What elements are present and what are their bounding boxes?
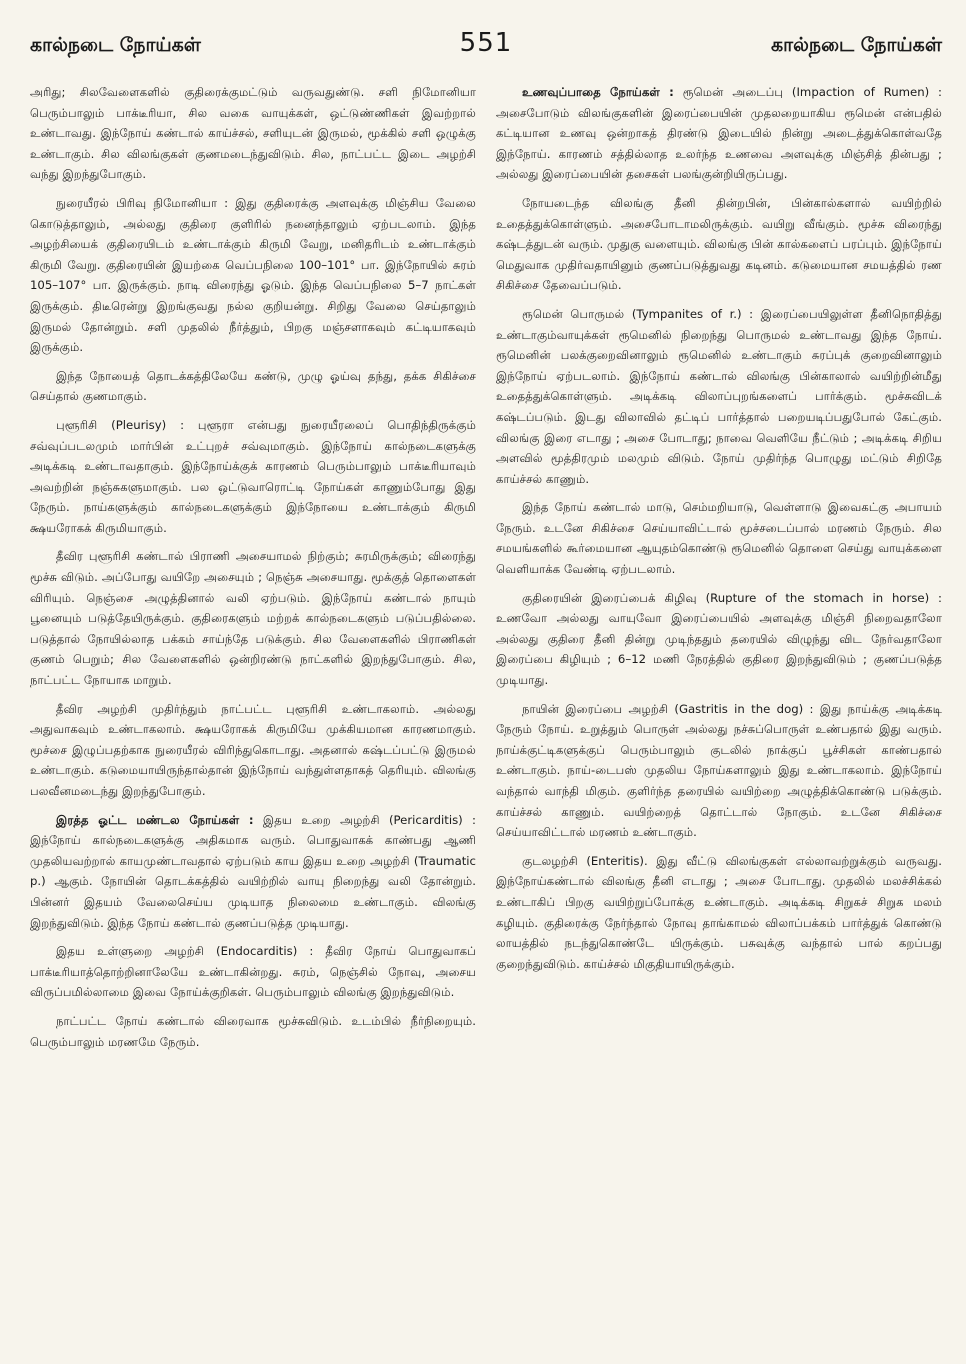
paragraph <box>496 588 942 691</box>
paragraph-text: தீவிர அழற்சி முதிர்ந்தும் நாட்பட்ட புளூரிசி உண்டாகலாம். அல்லது அதுவாகவும் உண்டாகலாம். க்ஷயரோகக் கிருமியே முக்கியமான காரணமாகும். மூச்சை இழுப்பதற்காக நுரையீரல் விரிந்துகொடாது. அதனால் கஷ்டப்பட்டு இருமல் உண்டாகும். கடுமையாயிருந்தால்தான் இந்நோய் வந்துள்ளதாகத் தெரியும். விலங்கு பலவீனமடைந்து இறந்துபோகும். <box>30 701 476 798</box>
section-heading: உணவுப்பாதை நோய்கள் : <box>522 85 674 99</box>
paragraph-text: நோயடைந்த விலங்கு தீனி தின்றபின், பின்கால்களால் வயிற்றில் உதைத்துக்கொள்ளும். அசைபோடாமலிருக்கும். வயிறு வீங்கும். மூச்சு விரைந்து கஷ்டத்துடன் வரும். முதுகு வளையும். விலங்கு பின் கால்களைப் பரப்பும். இந்நோய் மெதுவாக முதிர்வதாயினும் குணப்படுத்துவது கடினம். கடுமையான சமயத்தில் ரண சிகிச்சை தேவைப்படும். <box>496 195 942 293</box>
topic-lead: ரூமென் அடைப்பு (Impaction of Rumen) : <box>673 85 942 99</box>
paragraph <box>496 82 942 185</box>
paragraph-text: உணவோ அல்லது வாயுவோ இரைப்பையில் அளவுக்கு மிஞ்சி நிறைவதாலோ அல்லது குதிரை தீனி தின்று முடிந்ததும் தரையில் விழுந்து விட நேர்வதாலோ இரைப்பை கிழியும் ; 6–12 மணி நேரத்தில் குதிரை இறந்துவிடும் ; குணப்படுத்த முடியாது. <box>496 611 942 688</box>
paragraph <box>30 193 476 358</box>
paragraph-text: இது குதிரைக்கு அளவுக்கு மிஞ்சிய வேலை கொடுத்தாலும், அல்லது குதிரை குளிரில் நனைந்தாலும் ஏற்படலாம். இந்த அழற்சியைக் குதிரையிடம் உண்டாக்கும் கிருமி வேறு, மனிதரிடம் உண்டாக்கும் கிருமி வேறு. குதிரையின் இயற்கை வெப்பநிலை 100–101° பா. இந்நோயில் சுரம் 105–107° பா. இருக்கும். நாடி விரைந்து ஓடும். இந்த வெப்பநிலை 5–7 நாட்கள் இருக்கும். திடீரென்று இறங்குவது நல்ல குறியன்று. சிறிது வேலை செய்தாலும் இருமல் தோன்றும். சளி முதலில் நீர்த்தும், பிறகு மஞ்சளாகவும் கட்டியாகவும் இருக்கும். <box>30 195 476 355</box>
paragraph <box>496 851 942 975</box>
section-heading: இரத்த ஓட்ட மண்டல நோய்கள் : <box>56 812 254 827</box>
paragraph-text: அரிது; சிலவேளைகளில் குதிரைக்குமட்டும் வருவதுண்டு. சளி நிமோனியா பெரும்பாலும் பாக்டீரியா, சில வகை வாயுக்கள், ஒட்டுண்ணிகள் இவற்றால் உண்டாவது. இந்நோய் கண்டால் காய்ச்சல், சளியுடன் இருமல், மூக்கில் சளி ஒழுக்கு உண்டாகும். சில விலங்குகள் குணமடைந்துவிடும். சில, நாட்பட்ட இடை அழற்சி வந்து இறந்துபோகும். <box>30 85 476 182</box>
left-column <box>30 82 476 1060</box>
topic-lead: ரூமென் பொருமல் (Tympanites of r.) : <box>522 306 754 321</box>
paragraph <box>30 810 476 934</box>
topic-lead: இதய உள்ளுறை அழற்சி (Endocarditis) : <box>56 944 314 959</box>
paragraph <box>30 546 476 690</box>
paragraph-text: தீவிர புளூரிசி கண்டால் பிராணி அசையாமல் நிற்கும்; சுரமிருக்கும்; விரைந்து மூச்சு விடும். அப்போது வயிறே அசையும் ; நெஞ்சு அசையாது. மூக்குத் தொளைகள் விரியும். நெஞ்சை அழுத்தினால் வலி ஏற்படும். இந்நோய் கண்டால் நாயும் பூனையும் படுத்தேயிருக்கும். குதிரைகளும் மற்றக் கால்நடைகளும் படுப்பதில்லை. படுத்தால் நோயில்லாத பக்கம் சாய்ந்தே படுக்கும். சில வேளைகளில் பிராணிகள் குணம் பெறும்; சில வேளைகளில் ஒன்றிரண்டு நாட்களில் இறந்துபோகும். சில, நாட்பட்ட நோயாக மாறும். <box>30 549 476 688</box>
topic-lead: இதய உறை அழற்சி (Pericarditis) : <box>253 812 476 827</box>
paragraph-text: புளூரா என்பது நுரையீரலைப் பொதிந்திருக்கும் சவ்வுப்படலமும் மார்பின் உட்புறச் சவ்வுமாகும். இந்நோய் கால்நடைகளுக்கு அடிக்கடி உண்டாவதாகும். இந்நோய்க்குக் காரணம் பெரும்பாலும் பாக்டீரியாவும் அவற்றின் நஞ்சுகளுமாகும். பல ஒட்டுவாரொட்டி நோய்கள் காணும்போது இது நேரும். நாய்களுக்கும் கால்நடைகளுக்கும் இந்நோயை உண்டாக்கும் கிருமி க்ஷயரோகக் கிருமியாகும். <box>30 417 476 535</box>
topic-lead: குதிரையின் இரைப்பைக் கிழிவு (Rupture of the stomach in horse) : <box>522 590 942 605</box>
text-columns <box>30 82 942 1060</box>
paragraph <box>30 1011 476 1052</box>
right-column <box>496 82 942 1060</box>
paragraph-text: இந்த நோய் கண்டால் மாடு, செம்மறியாடு, வெள்ளாடு இவைகட்கு அபாயம் நேரும். உடனே சிகிச்சை செய்யாவிட்டால் மூச்சடைப்பால் மரணம் நேரும். சில சமயங்களில் கூர்மையான ஆயுதம்கொண்டு ரூமெனில் தொளை செய்து வாயுக்களை வெளியாக்க வேண்டி ஏற்படலாம். <box>496 500 942 577</box>
paragraph <box>30 699 476 802</box>
paragraph <box>30 366 476 407</box>
paragraph-text: நாட்பட்ட நோய் கண்டால் விரைவாக மூச்சுவிடும். உடம்பில் நீர்நிறையும். பெரும்பாலும் மரணமே நேரும். <box>30 1013 476 1049</box>
paragraph-text: இந்நோய் கால்நடைகளுக்கு அதிகமாக வரும். பொதுவாகக் காண்பது ஆணி முதலியவற்றால் காயமுண்டாவதால் ஏற்படும் காய இதய உறை அழற்சி (Traumatic p.) ஆகும். நோயின் தொடக்கத்தில் வயிற்றில் வாயு நிறைந்து வலி தோன்றும். பின்னர் இதயம் வேலைசெய்ய முடியாத நிலைமை உண்டாகும். விலங்கு இறந்துவிடும். இந்த நோய் கண்டால் குணப்படுத்த முடியாது. <box>30 833 476 930</box>
paragraph <box>496 304 942 489</box>
paragraph-text: இரைப்பையிலுள்ள தீனிநொதித்து உண்டாகும்வாயுக்கள் ரூமெனில் நிறைந்து பொருமல் உண்டாவது இந்த நோய். ரூமெனின் பலக்குறைவினாலும் ரூமெனில் உண்டாகும் சுரப்புக் குறைவினாலும் இந்நோய் ஏற்படலாம். இந்நோய் கண்டால் விலங்கு பின்காலால் வயிற்றின்மீது உதைத்துக்கொள்ளும். அடிக்கடி விலாப்புறங்களைப் பார்க்கும். மூச்சுவிடக் கஷ்டப்படும். இடது விலாவில் தட்டிப் பார்த்தால் பறையடிப்பதுபோல் கேட்கும். விலங்கு இரை எடாது ; அசை போடாது; நாவை வெளியே நீட்டும் ; அடிக்கடி சிறிய அளவில் மூத்திரமும் மலமும் விடும். நோய் முதிர்ந்த பொழுது மட்டும் சிறிதே காய்ச்சல் காணும். <box>496 306 942 486</box>
running-title-right: கால்நடை நோய்கள் <box>771 34 942 56</box>
paragraph <box>30 415 476 539</box>
paragraph-text: இந்த நோயைத் தொடக்கத்திலேயே கண்டு, முழு ஓய்வு தந்து, தக்க சிகிச்சை செய்தால் குணமாகும். <box>30 368 476 404</box>
paragraph-text: தீவிர நோய் பொதுவாகப் பாக்டீரியாத்தொற்றினாலேயே உண்டாகின்றது. சுரம், நெஞ்சில் நோவு, அசைய விருப்பமில்லாமை இவை நோய்க்குறிகள். பெரும்பாலும் விலங்கு இறந்துவிடும். <box>30 944 476 1000</box>
page-header <box>30 26 942 60</box>
paragraph <box>496 699 942 843</box>
paragraph <box>30 82 476 185</box>
running-title-left: கால்நடை நோய்கள் <box>30 34 201 56</box>
topic-lead: நுரையீரல் பிரிவு நிமோனியா : <box>56 195 229 210</box>
topic-lead: புளூரிசி (Pleurisy) : <box>56 417 185 432</box>
paragraph-text: இது நாய்க்கு அடிக்கடி நேரும் நோய். உறுத்தும் பொருள் அல்லது நச்சுப்பொருள் உண்பதால் இது வரும். நாய்க்குட்டிகளுக்குப் பெரும்பாலும் குடலில் நாக்குப் பூச்சிகள் காண்பதால் உண்டாகும். நாய்-டைபஸ் முதலிய நோய்களாலும் இது உண்டாகலாம். இந்நோய் வந்தால் வாந்தி மிகும். குளிர்ந்த தரையில் வயிற்றை அழுத்திக்கொண்டு படுக்கும். காய்ச்சல் காணும். வயிற்றைத் தொட்டால் நோகும். உடனே சிகிச்சை செய்யாவிட்டால் மரணம் உண்டாகும். <box>496 701 942 840</box>
paragraph <box>496 193 942 296</box>
topic-lead: குடலழற்சி (Enteritis). <box>522 853 648 868</box>
paragraph <box>30 941 476 1003</box>
topic-lead: நாயின் இரைப்பை அழற்சி (Gastritis in the dog) : <box>522 701 814 716</box>
page-number: 551 <box>459 28 513 58</box>
paragraph-text: அசைபோடும் விலங்குகளின் இரைப்பையின் முதலறையாகிய ரூமென் என்பதில் கட்டியான உணவு ஒன்றாகத் திரண்டு இடையில் நின்று அடைத்துக்கொள்வதே இந்நோய். காரணம் சத்தில்லாத உலர்ந்த உணவை அளவுக்கு மிஞ்சித் தின்பது ; அல்லது இரைப்பையின் தசைகள் பலங்குன்றியிருப்பது. <box>496 105 942 182</box>
paragraph-text: இது வீட்டு விலங்குகள் எல்லாவற்றுக்கும் வருவது. இந்நோய்கண்டால் விலங்கு தீனி எடாது ; அசை போடாது. முதலில் மலச்சிக்கல் உண்டாகிப் பிறகு வயிற்றுப்போக்கு உண்டாகும். அடிக்கடி சிறுகச் சிறுக மலம் கழியும். குதிரைக்கு நேர்ந்தால் நோவு தாங்காமல் விலாப்பக்கம் பார்த்துக் கொண்டு லாயத்தில் நடந்துகொண்டே யிருக்கும். பசுவுக்கு வந்தால் பால் கறப்பது குறைந்துவிடும். காய்ச்சல் மிகுதியாயிருக்கும். <box>496 853 943 971</box>
paragraph <box>496 497 942 579</box>
